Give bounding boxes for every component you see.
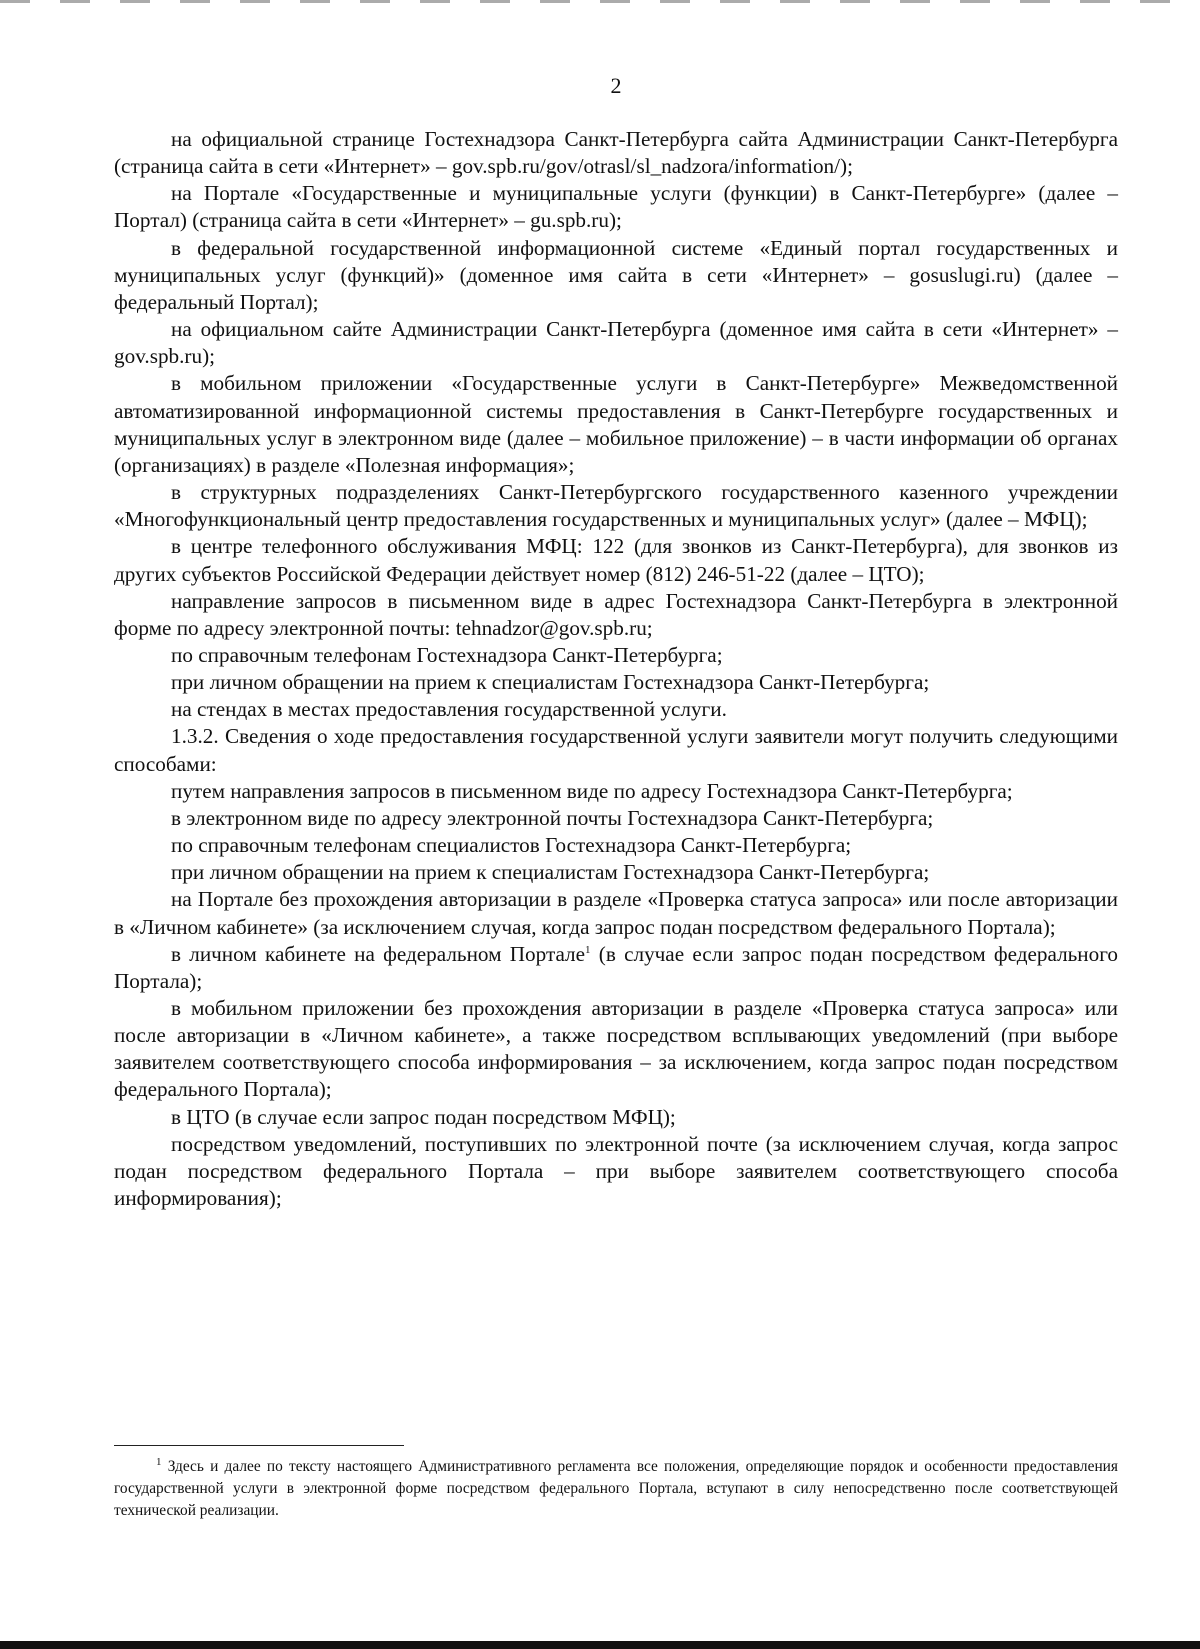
- paragraph: по справочным телефонам специалистов Гостехнадзора Санкт-Петербурга;: [171, 833, 852, 858]
- paragraph: на официальной странице Гостехнадзора Санкт-Петербурга сайта Администрации Санкт-Петербурга (страница сайта в сети «Интернет» – gov.spb.ru/gov/otrasl/sl_nadzora/information/);: [114, 127, 1118, 179]
- document-body: [114, 126, 1118, 1212]
- paragraph: в федеральной государственной информационной системе «Единый портал государственных и муниципальных услуг (функций)» (доменное имя сайта в сети «Интернет» – gosuslugi.ru) (далее – федеральный Портал);: [114, 235, 1118, 314]
- paragraph: на официальном сайте Администрации Санкт-Петербурга (доменное имя сайта в сети «Интернет» – gov.spb.ru);: [114, 317, 1118, 369]
- paragraph: на стендах в местах предоставления государственной услуги.: [171, 697, 727, 722]
- paragraph-text: в личном кабинете на федеральном Портале: [171, 941, 586, 966]
- paragraph: при личном обращении на прием к специалистам Гостехнадзора Санкт-Петербурга;: [171, 860, 930, 885]
- paragraph: в ЦТО (в случае если запрос подан посредством МФЦ);: [171, 1104, 676, 1129]
- footnote-mark: 1: [156, 1455, 162, 1468]
- page-number: 2: [610, 73, 622, 98]
- paragraph: в структурных подразделениях Санкт-Петербургского государственного казенного учреждении «Многофункциональный центр предоставления государственных и муниципальных услуг» (далее – МФЦ);: [114, 480, 1118, 532]
- scan-bottom-edge: [0, 1641, 1200, 1649]
- paragraph: на Портале «Государственные и муниципальные услуги (функции) в Санкт-Петербурге» (далее – Портал) (страница сайта в сети «Интернет» – gu.spb.ru);: [114, 181, 1118, 233]
- footnote-reference-mark[interactable]: 1: [585, 943, 591, 956]
- paragraph: при личном обращении на прием к специалистам Гостехнадзора Санкт-Петербурга;: [171, 670, 930, 695]
- paragraph-text: (в случае если запрос подан посредством федерального Портала);: [114, 941, 1118, 993]
- paragraph: в центре телефонного обслуживания МФЦ: 122 (для звонков из Санкт-Петербурга), для звонков из других субъектов Российской Федерации действует номер (812) 246-51-22 (далее – ЦТО);: [114, 534, 1118, 586]
- paragraph: по справочным телефонам Гостехнадзора Санкт-Петербурга;: [171, 642, 723, 667]
- paragraph: посредством уведомлений, поступивших по электронной почте (за исключением случая, когда запрос подан посредством федерального Портала – при выборе заявителем соответствующего способа информирования);: [114, 1131, 1118, 1211]
- paragraph: в электронном виде по адресу электронной почты Гостехнадзора Санкт-Петербурга;: [171, 805, 934, 830]
- scan-top-edge: [0, 0, 1200, 3]
- footnote-text: Здесь и далее по тексту настоящего Административного регламента все положения, определяющие порядок и особенности предоставления государственной услуги в электронной форме посредством федерального Портала, вступают в силу непосредственно после соответствующей технической реализации.: [114, 1458, 1118, 1519]
- paragraph: направление запросов в письменном виде в адрес Гостехнадзора Санкт-Петербурга в электронной форме по адресу электронной почты: tehnadzor@gov.spb.ru;: [114, 588, 1118, 640]
- paragraph: путем направления запросов в письменном виде по адресу Гостехнадзора Санкт-Петербурга;: [171, 778, 1013, 803]
- paragraph: на Портале без прохождения авторизации в разделе «Проверка статуса запроса» или после авторизации в «Личном кабинете» (за исключением случая, когда запрос подан посредством федерального Портала);: [114, 887, 1118, 939]
- section-heading-paragraph: 1.3.2. Сведения о ходе предоставления государственной услуги заявители могут получить следующими способами:: [114, 724, 1118, 776]
- footnote-separator: [114, 1445, 404, 1446]
- paragraph: в мобильном приложении «Государственные услуги в Санкт-Петербурге» Межведомственной автоматизированной информационной системы предоставления в Санкт-Петербурге государственных и муниципальных услуг в электронном виде (далее – мобильное приложение) – в части информации об органах (организациях) в разделе «Полезная информация»;: [114, 371, 1118, 477]
- paragraph: в мобильном приложении без прохождения авторизации в разделе «Проверка статуса запроса» или после авторизации в «Личном кабинете», а также посредством всплывающих уведомлений (при выборе заявителем соответствующего способа информирования – за исключением, когда запрос подан посредством федерального Портала);: [114, 996, 1118, 1102]
- footnote: [114, 1456, 1118, 1522]
- paragraph-with-footnote-ref: [114, 941, 1118, 995]
